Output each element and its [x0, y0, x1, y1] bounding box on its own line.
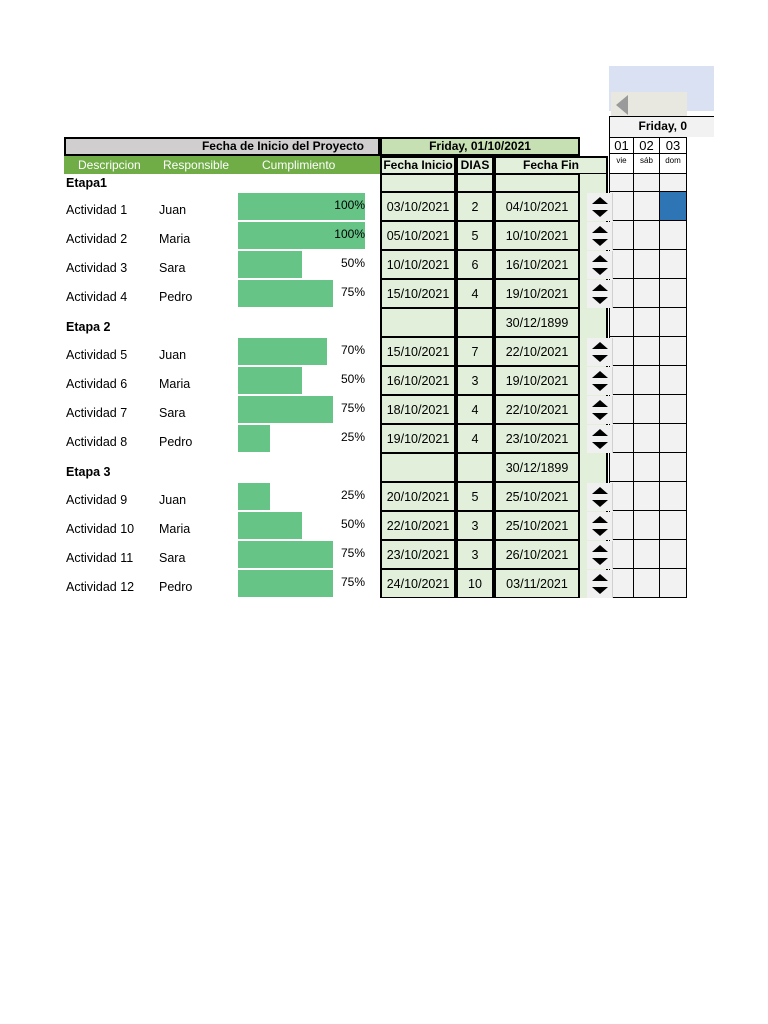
arrow-down-icon[interactable]	[592, 558, 608, 565]
gantt-day-number: 03	[660, 137, 687, 154]
stage-label: Etapa 3	[66, 465, 111, 479]
gantt-cell[interactable]	[660, 395, 687, 424]
progress-percent: 100%	[334, 198, 365, 212]
progress-bar	[238, 570, 333, 597]
gantt-cell[interactable]	[660, 337, 687, 366]
arrow-down-icon[interactable]	[592, 529, 608, 536]
activity-label: Actividad 1	[66, 203, 128, 217]
fecha-inicio-cell[interactable]	[380, 453, 456, 482]
fecha-fin-cell[interactable]: 30/12/1899	[494, 308, 580, 337]
progress-percent: 50%	[340, 517, 365, 531]
progress-percent: 75%	[340, 575, 365, 589]
arrow-up-icon[interactable]	[592, 197, 608, 204]
dias-cell[interactable]: 4	[456, 395, 494, 424]
gantt-cell[interactable]	[634, 221, 660, 250]
gantt-cell[interactable]	[660, 192, 687, 221]
column-header-dias: DIAS	[456, 156, 494, 175]
arrow-up-icon[interactable]	[592, 284, 608, 291]
date-spinner[interactable]	[587, 222, 613, 250]
fecha-fin-cell[interactable]: 03/11/2021	[494, 569, 580, 598]
gantt-cell[interactable]	[634, 337, 660, 366]
progress-bar	[238, 425, 270, 452]
date-spinner[interactable]	[587, 512, 613, 540]
project-start-title: Fecha de Inicio del Proyecto	[64, 137, 380, 156]
arrow-up-icon[interactable]	[592, 371, 608, 378]
fecha-inicio-cell[interactable]	[380, 174, 456, 192]
arrow-up-icon[interactable]	[592, 226, 608, 233]
gantt-cell[interactable]	[609, 308, 634, 337]
gantt-cell[interactable]	[660, 250, 687, 279]
gantt-day-weekday: vie	[609, 154, 634, 174]
responsible-label: Sara	[159, 261, 186, 275]
fecha-fin-pad	[580, 453, 608, 482]
arrow-down-icon[interactable]	[592, 384, 608, 391]
progress-percent: 25%	[340, 488, 365, 502]
activity-label: Actividad 10	[66, 522, 135, 536]
gantt-cell[interactable]	[634, 174, 660, 192]
gantt-cell[interactable]	[634, 366, 660, 395]
fecha-fin-cell[interactable]: 23/10/2021	[494, 424, 580, 453]
dias-cell[interactable]: 3	[456, 366, 494, 395]
gantt-cell[interactable]	[660, 279, 687, 308]
gantt-cell[interactable]	[634, 424, 660, 453]
responsible-label: Maria	[159, 522, 191, 536]
gantt-cell[interactable]	[634, 250, 660, 279]
fecha-inicio-cell[interactable]: 15/10/2021	[380, 337, 456, 366]
responsible-label: Pedro	[159, 580, 193, 594]
stage-label: Etapa1	[66, 176, 107, 190]
progress-percent: 75%	[340, 401, 365, 415]
responsible-label: Maria	[159, 377, 191, 391]
arrow-up-icon[interactable]	[592, 400, 608, 407]
gantt-date-label: Friday, 0	[638, 119, 687, 133]
progress-bar	[238, 338, 327, 365]
progress-percent: 100%	[334, 227, 365, 241]
progress-bar	[238, 367, 302, 394]
date-spinner[interactable]	[587, 251, 613, 279]
fecha-inicio-cell[interactable]: 24/10/2021	[380, 569, 456, 598]
activity-label: Actividad 12	[66, 580, 135, 594]
gantt-cell[interactable]	[609, 453, 634, 482]
arrow-up-icon[interactable]	[592, 516, 608, 523]
fecha-fin-cell[interactable]: 26/10/2021	[494, 540, 580, 569]
date-spinner[interactable]	[587, 541, 613, 569]
fecha-inicio-cell[interactable]: 03/10/2021	[380, 192, 456, 221]
arrow-down-icon[interactable]	[592, 355, 608, 362]
fecha-inicio-cell[interactable]: 20/10/2021	[380, 482, 456, 511]
gantt-day-weekday: dom	[660, 154, 687, 174]
responsible-label: Sara	[159, 406, 186, 420]
gantt-cell[interactable]	[660, 453, 687, 482]
progress-percent: 50%	[340, 256, 365, 270]
arrow-up-icon[interactable]	[592, 545, 608, 552]
progress-percent: 70%	[340, 343, 365, 357]
fecha-fin-cell[interactable]: 30/12/1899	[494, 453, 580, 482]
arrow-down-icon[interactable]	[592, 500, 608, 507]
fecha-inicio-cell[interactable]: 05/10/2021	[380, 221, 456, 250]
gantt-day-number: 02	[634, 137, 660, 154]
arrow-down-icon[interactable]	[592, 239, 608, 246]
dias-cell[interactable]: 3	[456, 511, 494, 540]
progress-percent: 50%	[340, 372, 365, 386]
dias-cell[interactable]: 4	[456, 424, 494, 453]
progress-bar	[238, 396, 333, 423]
project-start-date[interactable]: Friday, 01/10/2021	[380, 137, 580, 156]
gantt-cell[interactable]	[634, 511, 660, 540]
responsible-label: Juan	[159, 203, 187, 217]
gantt-cell[interactable]	[634, 192, 660, 221]
activity-label: Actividad 6	[66, 377, 128, 391]
fecha-fin-cell[interactable]: 04/10/2021	[494, 192, 580, 221]
responsible-label: Pedro	[159, 290, 193, 304]
arrow-down-icon[interactable]	[592, 413, 608, 420]
fecha-fin-cell[interactable]	[494, 174, 580, 192]
fecha-inicio-cell[interactable]: 22/10/2021	[380, 511, 456, 540]
dias-cell[interactable]: 6	[456, 250, 494, 279]
fecha-fin-pad	[580, 308, 608, 337]
gantt-cell[interactable]	[660, 174, 687, 192]
fecha-inicio-cell[interactable]: 19/10/2021	[380, 424, 456, 453]
date-spinner[interactable]	[587, 483, 613, 511]
gantt-cell[interactable]	[660, 366, 687, 395]
date-spinner[interactable]	[587, 425, 613, 453]
gantt-cell[interactable]	[634, 453, 660, 482]
activity-label: Actividad 3	[66, 261, 128, 275]
gantt-cell[interactable]	[660, 424, 687, 453]
gantt-cell[interactable]	[660, 221, 687, 250]
column-header-responsible: Responsible	[163, 156, 243, 174]
dias-cell[interactable]: 10	[456, 569, 494, 598]
responsible-label: Juan	[159, 348, 187, 362]
fecha-fin-cell[interactable]: 16/10/2021	[494, 250, 580, 279]
dias-cell[interactable]: 3	[456, 540, 494, 569]
arrow-up-icon[interactable]	[592, 255, 608, 262]
activity-label: Actividad 7	[66, 406, 128, 420]
dias-cell[interactable]	[456, 308, 494, 337]
dias-cell[interactable]	[456, 453, 494, 482]
activity-label: Actividad 11	[66, 551, 134, 565]
column-header-fecha-fin: Fecha Fin	[494, 156, 608, 175]
gantt-cell[interactable]	[660, 482, 687, 511]
gantt-cell[interactable]	[609, 174, 634, 192]
gantt-cell[interactable]	[660, 569, 687, 598]
gantt-cell[interactable]	[660, 511, 687, 540]
progress-bar	[238, 512, 302, 539]
fecha-fin-cell[interactable]: 22/10/2021	[494, 337, 580, 366]
column-header-descripcion: Descripcion	[78, 156, 158, 174]
progress-bar	[238, 251, 302, 278]
fecha-fin-cell[interactable]: 25/10/2021	[494, 511, 580, 540]
fecha-inicio-cell[interactable]: 16/10/2021	[380, 366, 456, 395]
progress-percent: 75%	[340, 546, 365, 560]
responsible-label: Pedro	[159, 435, 193, 449]
arrow-down-icon[interactable]	[592, 210, 608, 217]
gantt-cell[interactable]	[634, 308, 660, 337]
stage-label: Etapa 2	[66, 320, 111, 334]
fecha-fin-pad	[580, 174, 608, 192]
gantt-cell[interactable]	[634, 569, 660, 598]
gantt-cell[interactable]	[634, 540, 660, 569]
gantt-day-weekday: sáb	[634, 154, 660, 174]
progress-bar	[238, 483, 270, 510]
activity-label: Actividad 9	[66, 493, 128, 507]
responsible-label: Maria	[159, 232, 191, 246]
gantt-cell[interactable]	[634, 482, 660, 511]
fecha-fin-cell[interactable]: 22/10/2021	[494, 395, 580, 424]
progress-percent: 25%	[340, 430, 365, 444]
dias-cell[interactable]: 5	[456, 482, 494, 511]
column-header-fecha-inicio: Fecha Inicio	[380, 156, 456, 175]
progress-bar	[238, 280, 333, 307]
column-header-cumplimiento: Cumplimiento	[262, 156, 362, 174]
scroll-left-icon[interactable]	[616, 95, 628, 115]
responsible-label: Sara	[159, 551, 186, 565]
gantt-day-number: 01	[609, 137, 634, 154]
fecha-inicio-cell[interactable]: 18/10/2021	[380, 395, 456, 424]
fecha-inicio-cell[interactable]: 23/10/2021	[380, 540, 456, 569]
date-spinner[interactable]	[587, 396, 613, 424]
activity-label: Actividad 5	[66, 348, 128, 362]
fecha-inicio-cell[interactable]: 15/10/2021	[380, 279, 456, 308]
dias-cell[interactable]	[456, 174, 494, 192]
date-spinner[interactable]	[587, 280, 613, 308]
activity-label: Actividad 4	[66, 290, 128, 304]
dias-cell[interactable]: 5	[456, 221, 494, 250]
activity-label: Actividad 2	[66, 232, 128, 246]
arrow-up-icon[interactable]	[592, 487, 608, 494]
fecha-inicio-cell[interactable]	[380, 308, 456, 337]
date-spinner[interactable]	[587, 367, 613, 395]
gantt-cell[interactable]	[660, 540, 687, 569]
responsible-label: Juan	[159, 493, 187, 507]
arrow-down-icon[interactable]	[592, 442, 608, 449]
date-spinner[interactable]	[587, 570, 613, 598]
fecha-fin-cell[interactable]: 10/10/2021	[494, 221, 580, 250]
dias-cell[interactable]: 2	[456, 192, 494, 221]
date-spinner[interactable]	[587, 338, 613, 366]
fecha-inicio-cell[interactable]: 10/10/2021	[380, 250, 456, 279]
arrow-up-icon[interactable]	[592, 429, 608, 436]
gantt-cell[interactable]	[634, 279, 660, 308]
arrow-down-icon[interactable]	[592, 268, 608, 275]
gantt-cell[interactable]	[660, 308, 687, 337]
dias-cell[interactable]: 7	[456, 337, 494, 366]
fecha-fin-cell[interactable]: 19/10/2021	[494, 279, 580, 308]
progress-bar	[238, 541, 333, 568]
gantt-cell[interactable]	[634, 395, 660, 424]
arrow-up-icon[interactable]	[592, 574, 608, 581]
arrow-down-icon[interactable]	[592, 587, 608, 594]
fecha-fin-cell[interactable]: 19/10/2021	[494, 366, 580, 395]
dias-cell[interactable]: 4	[456, 279, 494, 308]
fecha-fin-cell[interactable]: 25/10/2021	[494, 482, 580, 511]
arrow-down-icon[interactable]	[592, 297, 608, 304]
activity-label: Actividad 8	[66, 435, 128, 449]
arrow-up-icon[interactable]	[592, 342, 608, 349]
progress-percent: 75%	[340, 285, 365, 299]
date-spinner[interactable]	[587, 193, 613, 221]
